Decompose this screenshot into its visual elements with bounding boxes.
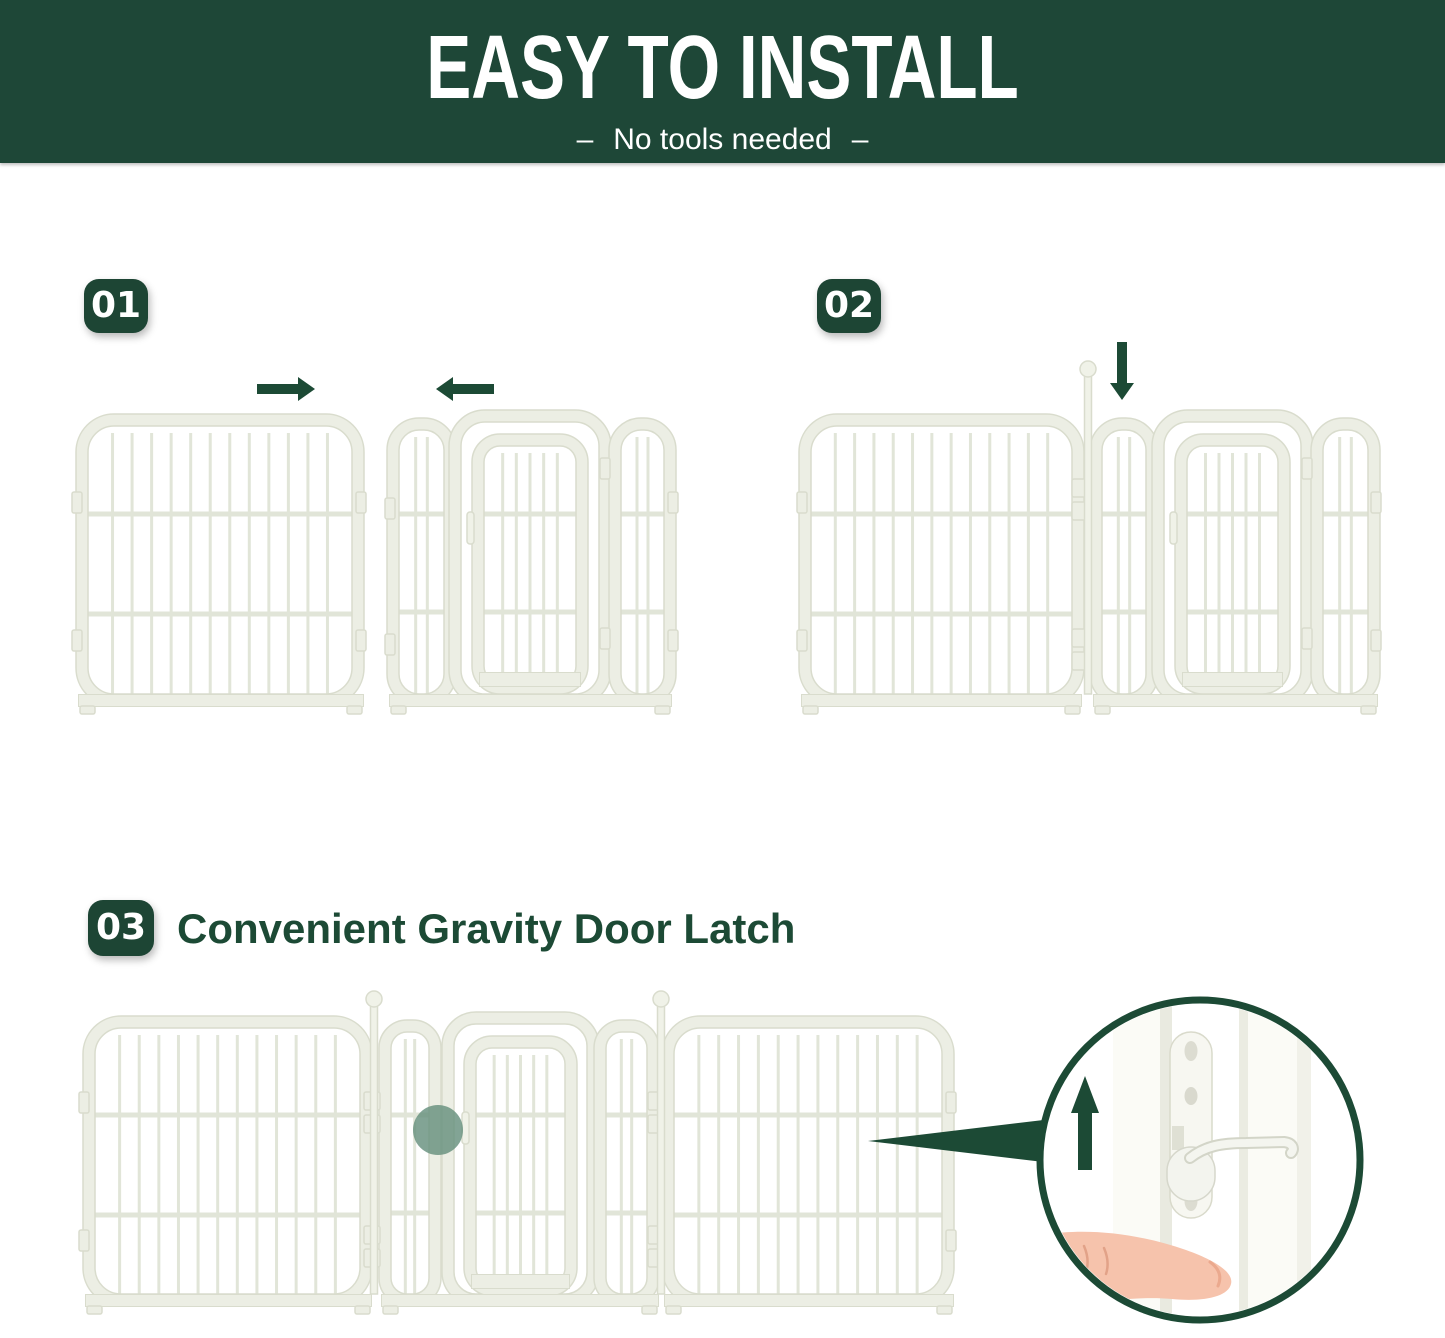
connector-tab: [356, 630, 366, 651]
arrow-down-icon: [1110, 342, 1134, 400]
fence-base: [664, 1294, 954, 1314]
connector-tab: [72, 492, 82, 513]
step2-fence: [797, 342, 1381, 714]
door-latch-pin: [1170, 512, 1177, 544]
connector-tab: [1302, 628, 1312, 649]
header-banner: [0, 0, 1445, 163]
step-badge-01: 01: [84, 279, 148, 333]
fence-base: [78, 694, 364, 714]
subtitle-dash-right: –: [851, 123, 869, 156]
connector-tab: [79, 1230, 89, 1251]
fence-panel-narrow: [1096, 424, 1152, 700]
fence-panel-narrow: [615, 424, 670, 700]
connector-tab: [79, 1092, 89, 1113]
step3-fence: [79, 991, 956, 1314]
door-latch-pin: [462, 1112, 469, 1144]
fence-door-leaf: [470, 1042, 571, 1290]
fence-panel-large: [805, 420, 1078, 700]
fence-panel-large: [89, 1022, 366, 1300]
connector-tab: [1371, 492, 1381, 513]
connector-tab: [1302, 458, 1312, 479]
connector-tab: [385, 634, 395, 655]
callout-pointer: [868, 1119, 1052, 1163]
fence-panel-narrow: [385, 1026, 435, 1300]
connector-tab: [946, 1092, 956, 1113]
fence-base: [801, 694, 1082, 714]
connector-tab: [600, 628, 610, 649]
fence-panel-narrow: [1317, 424, 1374, 700]
connector-tab: [1371, 630, 1381, 651]
fence-base: [1093, 694, 1378, 714]
fence-door-leaf: [1181, 440, 1284, 688]
step-badge-02: 02: [817, 279, 881, 333]
page-subtitle: [0, 124, 1445, 156]
connector-tab: [356, 492, 366, 513]
subtitle-dash-left: –: [576, 123, 594, 156]
fence-base: [389, 694, 672, 714]
connector-tab: [668, 492, 678, 513]
fence-panel-large: [82, 420, 358, 700]
connector-tab: [72, 630, 82, 651]
door-latch-highlight: [413, 1105, 463, 1155]
connector-tab: [668, 630, 678, 651]
step-badge-03: 03: [88, 900, 154, 956]
door-latch-pin: [467, 512, 474, 544]
arrow-right-icon: [257, 377, 315, 401]
subtitle-text: No tools needed: [613, 123, 832, 156]
connector-tab: [946, 1230, 956, 1251]
connector-tab: [600, 458, 610, 479]
fence-panel-narrow: [600, 1026, 653, 1300]
page-title: EASY TO INSTALL: [426, 18, 1019, 118]
arrow-left-icon: [436, 377, 494, 401]
connector-tab: [797, 630, 807, 651]
connector-tab: [797, 492, 807, 513]
step3-caption: Convenient Gravity Door Latch: [177, 905, 796, 952]
fence-door-leaf: [478, 440, 582, 688]
connector-tab: [385, 498, 395, 519]
fence-base: [85, 1294, 372, 1314]
fence-panel-large: [668, 1022, 948, 1300]
fence-base: [381, 1294, 659, 1314]
fence-panel-narrow: [393, 424, 450, 700]
